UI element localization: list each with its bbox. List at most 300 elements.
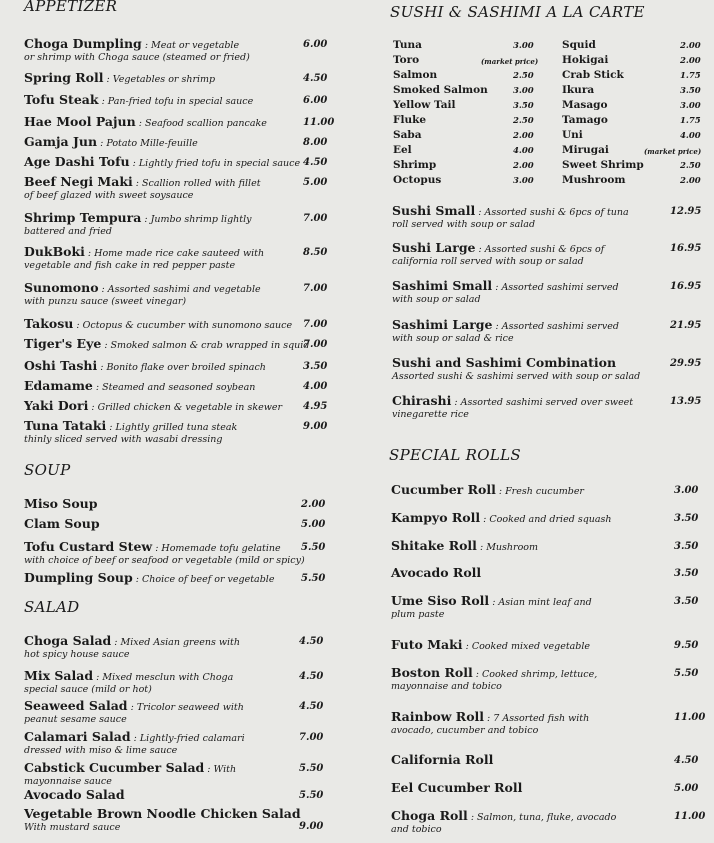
menu-item-separator: : [93,672,103,683]
menu-item-description: 7 Assorted fish with [493,713,590,724]
menu-item-name: Tofu Custard Stew [24,539,153,554]
menu-item [391,637,590,652]
menu-item-description-line2: of beef glazed with sweet soysauce [24,190,194,201]
menu-item [391,709,589,737]
menu-item-line [24,633,240,648]
menu-item [24,806,301,834]
menu-item-line [391,665,597,680]
menu-item [392,393,633,421]
alacarte-item-name: Squid [562,39,596,51]
menu-item-name: Edamame [24,378,93,393]
menu-item-description-line2: battered and fried [24,226,112,237]
alacarte-item-price: 3.00 [680,101,701,111]
menu-item-price: 6.00 [303,95,328,106]
menu-item-price: 4.50 [303,73,328,84]
menu-item-name: Spring Roll [24,70,104,85]
menu-item-price: 11.00 [674,811,706,822]
menu-item-line [24,398,282,413]
menu-item [24,174,261,202]
menu-item-price: 7.00 [303,283,328,294]
menu-item-description: Octopus & cucumber with sunomono sauce [82,320,293,331]
menu-item-description-line2: and tobico [391,824,442,835]
menu-item-price: 4.50 [303,157,328,168]
menu-item-separator: : [129,158,139,169]
menu-item-separator: : [101,340,111,351]
alacarte-item-name: Masago [562,99,608,111]
alacarte-item-price: 2.00 [680,176,701,186]
menu-item-name: Shrimp Tempura [24,210,142,225]
menu-item-line [24,698,244,713]
menu-item [391,510,612,525]
menu-item-price: 21.95 [670,320,702,331]
alacarte-item-name: Uni [562,129,583,141]
menu-item-separator: : [92,382,103,393]
menu-item-name: Age Dashi Tofu [24,154,130,169]
menu-item [24,36,250,64]
menu-item [391,665,597,693]
menu-item-name: Gamja Jun [24,134,98,149]
menu-item [24,668,233,696]
menu-item [24,418,237,446]
menu-item-price: 5.00 [303,177,328,188]
menu-item-separator: : [130,733,140,744]
menu-item-description: Steamed and seasoned soybean [102,382,256,393]
menu-item [24,114,267,129]
menu-item-price: 7.00 [299,732,324,743]
alacarte-item-price: 1.75 [680,71,701,81]
menu-item-separator: : [88,402,98,413]
alacarte-item-name: Smoked Salmon [393,84,488,96]
menu-item-line [391,510,612,525]
menu-item-price: 3.50 [674,541,699,552]
menu-item [391,538,538,553]
menu-item-name: Cucumber Roll [391,482,496,497]
menu-item [391,565,481,580]
menu-item-description-line2: With mustard sauce [24,822,121,833]
menu-item-description-line2: california roll served with soup or salad [392,256,584,267]
menu-item-name: California Roll [391,752,494,767]
menu-item-separator: : [475,244,485,255]
alacarte-item-price: 2.50 [680,161,701,171]
alacarte-item-price: 3.00 [513,176,534,186]
menu-item-description: Assorted sashimi served [501,321,619,332]
menu-item-separator: : [106,422,116,433]
menu-item [24,516,100,531]
alacarte-item-name: Mirugai [562,144,609,156]
menu-item [24,210,252,238]
menu-item-description: Assorted sashimi served [501,282,619,293]
menu-item-separator: : [489,597,499,608]
menu-item-description-line2: with punzu sauce (sweet vinegar) [24,296,187,307]
menu-item-separator: : [103,74,113,85]
alacarte-item-name: Tamago [562,114,608,126]
menu-item-name: Tiger's Eye [24,336,102,351]
menu-item [24,92,253,107]
alacarte-item-name: Fluke [393,114,427,126]
menu-item-separator: : [467,812,478,823]
menu-item-price: 12.95 [670,206,702,217]
menu-item-price: 3.50 [303,361,328,372]
menu-item [24,760,236,788]
menu-item [24,244,264,272]
menu-item-separator: : [492,321,502,332]
menu-item-line [24,668,233,683]
menu-item-name: Avocado Roll [391,565,482,580]
menu-item-price: 7.00 [303,319,328,330]
alacarte-item-name: Eel [393,144,412,156]
menu-item-description: Bonito flake over broiled spinach [106,362,266,373]
menu-item [24,398,282,413]
menu-item-price: 4.95 [303,401,328,412]
menu-item-description: Salmon, tuna, fluke, avocado [477,812,617,823]
menu-item-price: 9.00 [299,821,324,832]
menu-item-description: Meat or vegetable [151,40,240,51]
menu-item-price: 16.95 [670,281,702,292]
menu-item-name: Calamari Salad [24,729,131,744]
menu-item-description: Smoked salmon & crab wrapped in squid [110,340,310,351]
section-title-soup: SOUP [24,461,71,479]
menu-item-line [391,709,589,724]
menu-item-name: Sushi Large [392,240,476,255]
menu-item-line [24,378,255,393]
menu-item [392,355,640,383]
menu-item-price: 8.00 [303,137,328,148]
menu-item [24,633,240,661]
menu-item [24,280,261,308]
menu-item-line [392,240,604,255]
menu-item-description-line2: with choice of beef or seafood or vegetable (mild or spicy) [24,555,305,566]
menu-item [24,316,292,331]
alacarte-item-price: 3.50 [513,101,534,111]
menu-item-separator: : [141,214,151,225]
menu-item-description-line2: avocado, cucumber and tobico [391,725,539,736]
menu-item-name: Sunomono [24,280,99,295]
menu-item-line [24,36,250,51]
menu-item-line [24,358,266,373]
menu-item-line [24,174,261,189]
menu-item-line [24,280,261,295]
menu-item-description: With [213,764,237,775]
menu-item-description-line2: with soup or salad & rice [392,333,514,344]
menu-item-name: Eel Cucumber Roll [391,780,523,795]
menu-item-description: Choice of beef or vegetable [142,574,275,585]
menu-item-name: Takosu [24,316,74,331]
alacarte-item-name: Shrimp [393,159,437,171]
menu-item-line [24,539,305,554]
menu-item-description: Assorted sushi & 6pcs of tuna [484,207,629,218]
menu-item-description-line2: mayonnaise and tobico [391,681,502,692]
menu-item-price: 4.00 [303,381,328,392]
menu-item-description-line2: plum paste [391,609,445,620]
menu-item-separator: : [98,96,108,107]
menu-item-separator: : [132,574,143,585]
menu-item-description: Mixed Asian greens with [120,637,240,648]
menu-item-price: 7.00 [303,213,328,224]
menu-item-line [24,516,100,531]
menu-item-separator: : [152,543,162,554]
alacarte-item-price: 3.00 [513,41,534,51]
menu-item-name: Ume Siso Roll [391,593,490,608]
menu-item-name: Boston Roll [391,665,473,680]
menu-item-line [24,154,300,169]
menu-item [24,336,309,351]
menu-item-price: 5.50 [299,763,324,774]
alacarte-item-name: Mushroom [562,174,626,186]
menu-item-description: Lightly fried tofu in special sauce [138,158,301,169]
alacarte-item-name: Yellow Tail [393,99,456,111]
menu-item-separator: : [472,669,482,680]
menu-item-price: 6.00 [303,39,328,50]
menu-item [391,482,584,497]
menu-item-line [24,496,98,511]
menu-item-price: 2.00 [301,499,326,510]
menu-item-line [392,278,619,293]
menu-item-name: Choga Dumpling [24,36,142,51]
menu-item-price: 9.00 [303,421,328,432]
menu-item-line [24,760,236,775]
menu-item-price: 5.50 [299,790,324,801]
menu-item-price: 5.00 [301,519,326,530]
menu-item [24,70,215,85]
menu-item-line [24,806,301,821]
menu-item-description: Scallion rolled with fillet [142,178,261,189]
menu-item-description-line2: dressed with miso & lime sauce [24,745,178,756]
alacarte-item-price: 3.50 [680,86,701,96]
alacarte-item-name: Hokigai [562,54,609,66]
menu-item-line [391,808,616,823]
menu-item-name: Sashimi Large [392,317,493,332]
alacarte-item-price: 4.00 [513,146,534,156]
menu-item-name: Kampyo Roll [391,510,481,525]
menu-item-price: 3.50 [674,568,699,579]
menu-item-name: Yaki Dori [24,398,89,413]
menu-item-name: Oshi Tashi [24,358,98,373]
alacarte-item-price: 2.00 [513,131,534,141]
menu-item-description: Seafood scallion pancake [144,118,267,129]
menu-item [24,787,125,802]
menu-item-separator: : [480,514,490,525]
alacarte-item-price: 3.00 [513,86,534,96]
menu-item-price: 7.00 [303,339,328,350]
menu-item-name: Miso Soup [24,496,98,511]
menu-item-line [391,752,493,767]
menu-item-description-line2: hot spicy house sauce [24,649,130,660]
menu-item [391,752,493,767]
menu-item-price: 4.50 [299,671,324,682]
menu-item-line [24,729,245,744]
menu-item-description: Assorted sashimi served over sweet [460,397,634,408]
menu-item-line [24,316,292,331]
menu-item-description: Cooked mixed vegetable [471,641,591,652]
menu-item-separator: : [141,40,152,51]
menu-item [392,240,604,268]
alacarte-item-price: (market price) [481,57,539,66]
menu-item-description-line2: vegetable and fish cake in red pepper paste [24,260,236,271]
menu-item-line [24,92,253,107]
menu-item-separator: : [495,486,506,497]
menu-item-line [24,570,274,585]
menu-item-name: Vegetable Brown Noodle Chicken Salad [24,806,301,821]
alacarte-item-name: Salmon [393,69,438,81]
menu-item-line [392,355,640,370]
menu-item-price: 5.50 [301,573,326,584]
menu-item-line [24,114,267,129]
menu-item-description-line2: peanut sesame sauce [24,714,127,725]
menu-item-line [391,538,538,553]
menu-item-description-line2: mayonnaise sauce [24,776,112,787]
menu-item-price: 4.50 [299,701,324,712]
menu-item [24,358,266,373]
alacarte-item-price: 4.00 [680,131,701,141]
alacarte-item-price: 2.00 [680,56,701,66]
menu-item-name: Sushi Small [392,203,476,218]
alacarte-item-price: 1.75 [680,116,701,126]
menu-item-description-line2: or shrimp with Choga sauce (steamed or fried) [24,52,250,63]
menu-item-separator: : [97,138,107,149]
menu-item-description: Lightly grilled tuna steak [115,422,238,433]
alacarte-item-price: (market price) [644,147,702,156]
menu-item-line [24,134,198,149]
menu-item-description-line2: special sauce (mild or hot) [24,684,152,695]
menu-item-line [24,418,237,433]
menu-item-price: 5.00 [674,783,699,794]
menu-item [391,593,592,621]
alacarte-item-price: 2.00 [513,161,534,171]
menu-item-line [24,336,309,351]
menu-item-price: 8.50 [303,247,328,258]
menu-item [392,317,619,345]
menu-item-line [392,393,633,408]
menu-item-line [24,70,215,85]
menu-item-separator: : [204,764,214,775]
menu-item-name: DukBoki [24,244,85,259]
menu-item-price: 4.50 [674,755,699,766]
menu-item [24,698,244,726]
menu-item-price: 29.95 [670,358,702,369]
menu-item-price: 16.95 [670,243,702,254]
menu-item [392,203,629,231]
menu-item-name: Avocado Salad [24,787,125,802]
menu-item-separator: : [132,178,143,189]
menu-item [24,570,274,585]
menu-item-line [391,565,481,580]
menu-item-name: Tuna Tataki [24,418,107,433]
menu-item-line [24,244,264,259]
menu-item-separator: : [475,207,485,218]
menu-item-description-line2: with soup or salad [392,294,481,305]
menu-item-separator: : [97,362,107,373]
menu-item-description-line2: vinegarette rice [392,409,469,420]
menu-item-price: 3.50 [674,596,699,607]
menu-item [24,496,98,511]
menu-item-name: Rainbow Roll [391,709,485,724]
menu-item-name: Dumpling Soup [24,570,133,585]
menu-item-separator: : [451,397,461,408]
menu-item-price: 5.50 [301,542,326,553]
menu-item-name: Tofu Steak [24,92,99,107]
menu-item-name: Sashimi Small [392,278,493,293]
section-title-salad: SALAD [24,598,80,616]
menu-item-name: Beef Negi Maki [24,174,133,189]
menu-item-description: Lightly-fried calamari [139,733,245,744]
menu-item-separator: : [127,702,137,713]
menu-item-description: Asian mint leaf and [498,597,592,608]
menu-item-price: 13.95 [670,396,702,407]
alacarte-item-name: Crab Stick [562,69,624,81]
menu-item-description: Grilled chicken & vegetable in skewer [97,402,282,413]
menu-item-description: Mixed mesclun with Choga [102,672,234,683]
alacarte-item-name: Ikura [562,84,595,96]
section-title-sushi-sashimi: SUSHI & SASHIMI A LA CARTE [390,3,645,21]
menu-item-name: Hae Mool Pajun [24,114,136,129]
alacarte-item-name: Octopus [393,174,442,186]
menu-item-description: Pan-fried tofu in special sauce [107,96,254,107]
menu-item-line [391,637,590,652]
menu-item-separator: : [73,320,83,331]
alacarte-item-name: Toro [393,54,420,66]
menu-item-price: 4.50 [299,636,324,647]
menu-item [24,539,305,567]
menu-item-name: Cabstick Cucumber Salad [24,760,205,775]
menu-item-description: Assorted sashimi and vegetable [107,284,261,295]
menu-item-description: Assorted sushi & 6pcs of [484,244,605,255]
menu-item-price: 11.00 [303,117,335,128]
menu-item-separator: : [98,284,108,295]
menu-item-description: Home made rice cake sauteed with [94,248,265,259]
menu-item-description: Fresh cucumber [505,486,584,497]
menu-item-description: Homemade tofu gelatine [161,543,281,554]
menu-item [391,780,522,795]
alacarte-item-price: 2.50 [513,71,534,81]
menu-item [24,134,198,149]
menu-item-name: Choga Roll [391,808,468,823]
menu-item-price: 3.00 [674,485,699,496]
alacarte-item-price: 2.50 [513,116,534,126]
menu-item-description: Cooked and dried squash [489,514,612,525]
menu-item-name: Sushi and Sashimi Combination [392,355,617,370]
alacarte-item-name: Sweet Shrimp [562,159,644,171]
alacarte-item-name: Saba [393,129,422,141]
menu-item-name: Seaweed Salad [24,698,128,713]
menu-item-price: 9.50 [674,640,699,651]
menu-item-line [392,203,629,218]
menu-item-description: Tricolor seaweed with [136,702,244,713]
menu-item [24,729,245,757]
menu-item-separator: : [484,713,494,724]
menu-item-separator: : [111,637,121,648]
menu-item-line [24,210,252,225]
menu-item-description: Jumbo shrimp lightly [150,214,252,225]
menu-item-name: Futo Maki [391,637,463,652]
menu-item [24,154,300,169]
menu-item-separator: : [462,641,472,652]
menu-item-separator: : [135,118,145,129]
menu-item-separator: : [84,248,95,259]
menu-item-description-line2: roll served with soup or salad [392,219,536,230]
menu-item-description: Mushroom [486,542,539,553]
section-title-appetizer: APPETIZER [24,0,118,15]
menu-item-description: Potato Mille-feuille [106,138,198,149]
alacarte-item-price: 2.00 [680,41,701,51]
menu-item-line [392,317,619,332]
menu-item-line [391,593,592,608]
menu-item-separator: : [476,542,487,553]
menu-item [391,808,616,836]
menu-item-price: 3.50 [674,513,699,524]
menu-item-description: Cooked shrimp, lettuce, [481,669,598,680]
menu-item-name: Clam Soup [24,516,100,531]
menu-item-name: Choga Salad [24,633,112,648]
